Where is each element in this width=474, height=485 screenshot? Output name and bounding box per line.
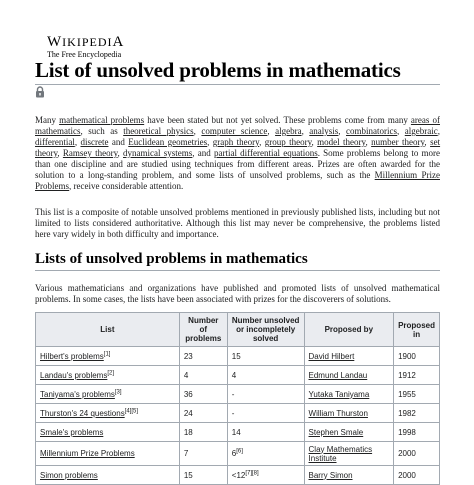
link-graph-theory[interactable]: graph theory [212, 137, 260, 147]
section-divider [35, 270, 440, 271]
page-title: List of unsolved problems in mathematics [35, 58, 401, 82]
unsolved-value: 6 [231, 449, 237, 458]
unsolved-value: - [231, 408, 235, 418]
problem-lists-table [35, 312, 440, 485]
cell-number: 24 [179, 404, 227, 423]
reference-link[interactable]: [3] [114, 388, 122, 395]
cell-list [36, 423, 180, 442]
cell-proposed-in: 1998 [394, 423, 440, 442]
column-header-proposed-in[interactable]: Proposed in [394, 313, 440, 347]
table-row [36, 385, 440, 404]
column-header-proposed-by[interactable]: Proposed by [304, 313, 394, 347]
cell-unsolved [227, 466, 304, 485]
cell-unsolved [227, 347, 304, 366]
proposer-link[interactable]: Stephen Smale [308, 427, 364, 437]
link-theoretical-physics[interactable]: theoretical physics [123, 126, 194, 136]
link-partial-differential-equations[interactable]: partial differential equations [213, 148, 318, 158]
lock-icon[interactable] [35, 86, 45, 98]
cell-proposed-in: 2000 [394, 442, 440, 466]
cell-unsolved [227, 404, 304, 423]
unsolved-value: - [231, 389, 235, 399]
link-set-theory[interactable]: set theory [35, 137, 441, 158]
unsolved-value: 15 [231, 351, 241, 361]
title-divider [35, 84, 440, 85]
cell-unsolved [227, 366, 304, 385]
column-header-unsolved[interactable]: Number unsolved or incompletely solved [227, 313, 304, 347]
proposer-link[interactable]: Yutaka Taniyama [308, 389, 370, 399]
link-algebraic-geometry[interactable]: algebraic [404, 126, 438, 136]
cell-proposed-in: 1900 [394, 347, 440, 366]
table-row [36, 466, 440, 485]
cell-proposed-in: 1982 [394, 404, 440, 423]
cell-number: 18 [179, 423, 227, 442]
cell-proposed-in: 2000 [394, 466, 440, 485]
list-link[interactable]: Smale's problems [40, 427, 104, 437]
cell-list [36, 366, 180, 385]
table-row [36, 347, 440, 366]
cell-unsolved [227, 423, 304, 442]
cell-proposed-by [304, 423, 394, 442]
link-algebra[interactable]: algebra [275, 126, 302, 136]
table-row [36, 442, 440, 466]
cell-unsolved [227, 442, 304, 466]
table-header-row [36, 313, 440, 347]
list-link[interactable]: Hilbert's problems [40, 351, 104, 361]
cell-unsolved [227, 385, 304, 404]
cell-list [36, 404, 180, 423]
logo-tagline: The Free Encyclopedia [47, 50, 122, 59]
list-link[interactable]: Landau's problems [40, 370, 108, 380]
list-link[interactable]: Taniyama's problems [40, 389, 115, 399]
table-row [36, 366, 440, 385]
cell-proposed-in: 1912 [394, 366, 440, 385]
column-header-list[interactable]: List [36, 313, 180, 347]
link-ramsey-theory[interactable]: Ramsey theory [62, 148, 118, 158]
cell-number: 36 [179, 385, 227, 404]
list-link[interactable]: Thurston's 24 questions [40, 408, 125, 418]
cell-list [36, 442, 180, 466]
proposer-link[interactable]: Barry Simon [308, 470, 353, 480]
link-group-theory[interactable]: group theory [264, 137, 312, 147]
cell-number: 23 [179, 347, 227, 366]
proposer-link[interactable]: Clay Mathematics Institute [308, 444, 373, 463]
reference-link[interactable]: [2] [107, 369, 115, 376]
intro-paragraph: Many mathematical problems have been stated but not yet solved. These problems come from many areas of mathematics, such as theoretical physics, computer science, algebra, analysis, combinatorics, algebraic, differential, discrete and Euclidean geometries, graph theory, group theory, model theory, number theory, set theory, Ramsey theory, dynamical systems, and partial differential equations. Some problems belong to more than one discipline and are studied using techniques from different areas. Prizes are often awarded for the solution to a long-standing problem, and some lists of unsolved problems, such as the Millennium Prize Problems, receive considerable attention. [35, 115, 441, 191]
cell-proposed-by [304, 366, 394, 385]
link-combinatorics[interactable]: combinatorics [346, 126, 398, 136]
link-number-theory[interactable]: number theory [371, 137, 425, 147]
unsolved-value: 4 [231, 370, 237, 380]
link-millennium-prize-problems[interactable]: Millennium Prize Problems [35, 170, 440, 191]
cell-list [36, 385, 180, 404]
link-computer-science[interactable]: computer science [201, 126, 268, 136]
section-heading: Lists of unsolved problems in mathematics [35, 251, 308, 267]
reference-link[interactable]: [6] [236, 448, 243, 455]
proposer-link[interactable]: Edmund Landau [308, 370, 368, 380]
cell-proposed-by [304, 466, 394, 485]
cell-number: 4 [179, 366, 227, 385]
link-dynamical-systems[interactable]: dynamical systems [123, 148, 193, 158]
cell-list [36, 466, 180, 485]
cell-number: 7 [179, 442, 227, 466]
link-analysis[interactable]: analysis [309, 126, 339, 136]
table-row [36, 404, 440, 423]
link-euclidean-geometries[interactable]: Euclidean geometries [128, 137, 208, 147]
composite-list-paragraph: This list is a composite of notable unsolved problems mentioned in previously published lists, including but not limited to lists considered authoritative. Although this list may never be comprehensive, the problems listed here vary widely in both difficulty and importance. [35, 207, 440, 239]
cell-proposed-by [304, 385, 394, 404]
logo-wordmark: WIKIPEDIA [47, 34, 125, 50]
link-differential-geometry[interactable]: differential [35, 137, 75, 147]
cell-proposed-by [304, 404, 394, 423]
unsolved-value: 14 [231, 427, 241, 437]
list-link[interactable]: Simon problems [40, 470, 98, 480]
link-mathematical-problems[interactable]: mathematical problems [59, 115, 145, 125]
proposer-link[interactable]: William Thurston [308, 408, 368, 418]
section-intro: Various mathematicians and organizations have published and promoted lists of unsolved mathematical problems. In some cases, the lists have been associated with prizes for the discoverers of solutions. [35, 283, 440, 304]
unsolved-value: <12 [231, 470, 246, 480]
cell-proposed-in: 1955 [394, 385, 440, 404]
link-discrete-geometry[interactable]: discrete [80, 137, 109, 147]
reference-link[interactable]: [1] [103, 350, 111, 357]
reference-link[interactable]: [4][5] [124, 407, 139, 414]
cell-number: 15 [179, 466, 227, 485]
cell-list [36, 347, 180, 366]
reference-link[interactable]: [7][8] [245, 469, 259, 476]
cell-proposed-by [304, 347, 394, 366]
column-header-number[interactable]: Number of problems [179, 313, 227, 347]
wikipedia-logo[interactable] [47, 34, 157, 59]
proposer-link[interactable]: David Hilbert [308, 351, 355, 361]
link-model-theory[interactable]: model theory [317, 137, 366, 147]
table-row [36, 423, 440, 442]
link-areas-of-mathematics[interactable]: areas of mathematics [35, 115, 440, 136]
list-link[interactable]: Millennium Prize Problems [40, 449, 135, 458]
cell-proposed-by [304, 442, 394, 466]
